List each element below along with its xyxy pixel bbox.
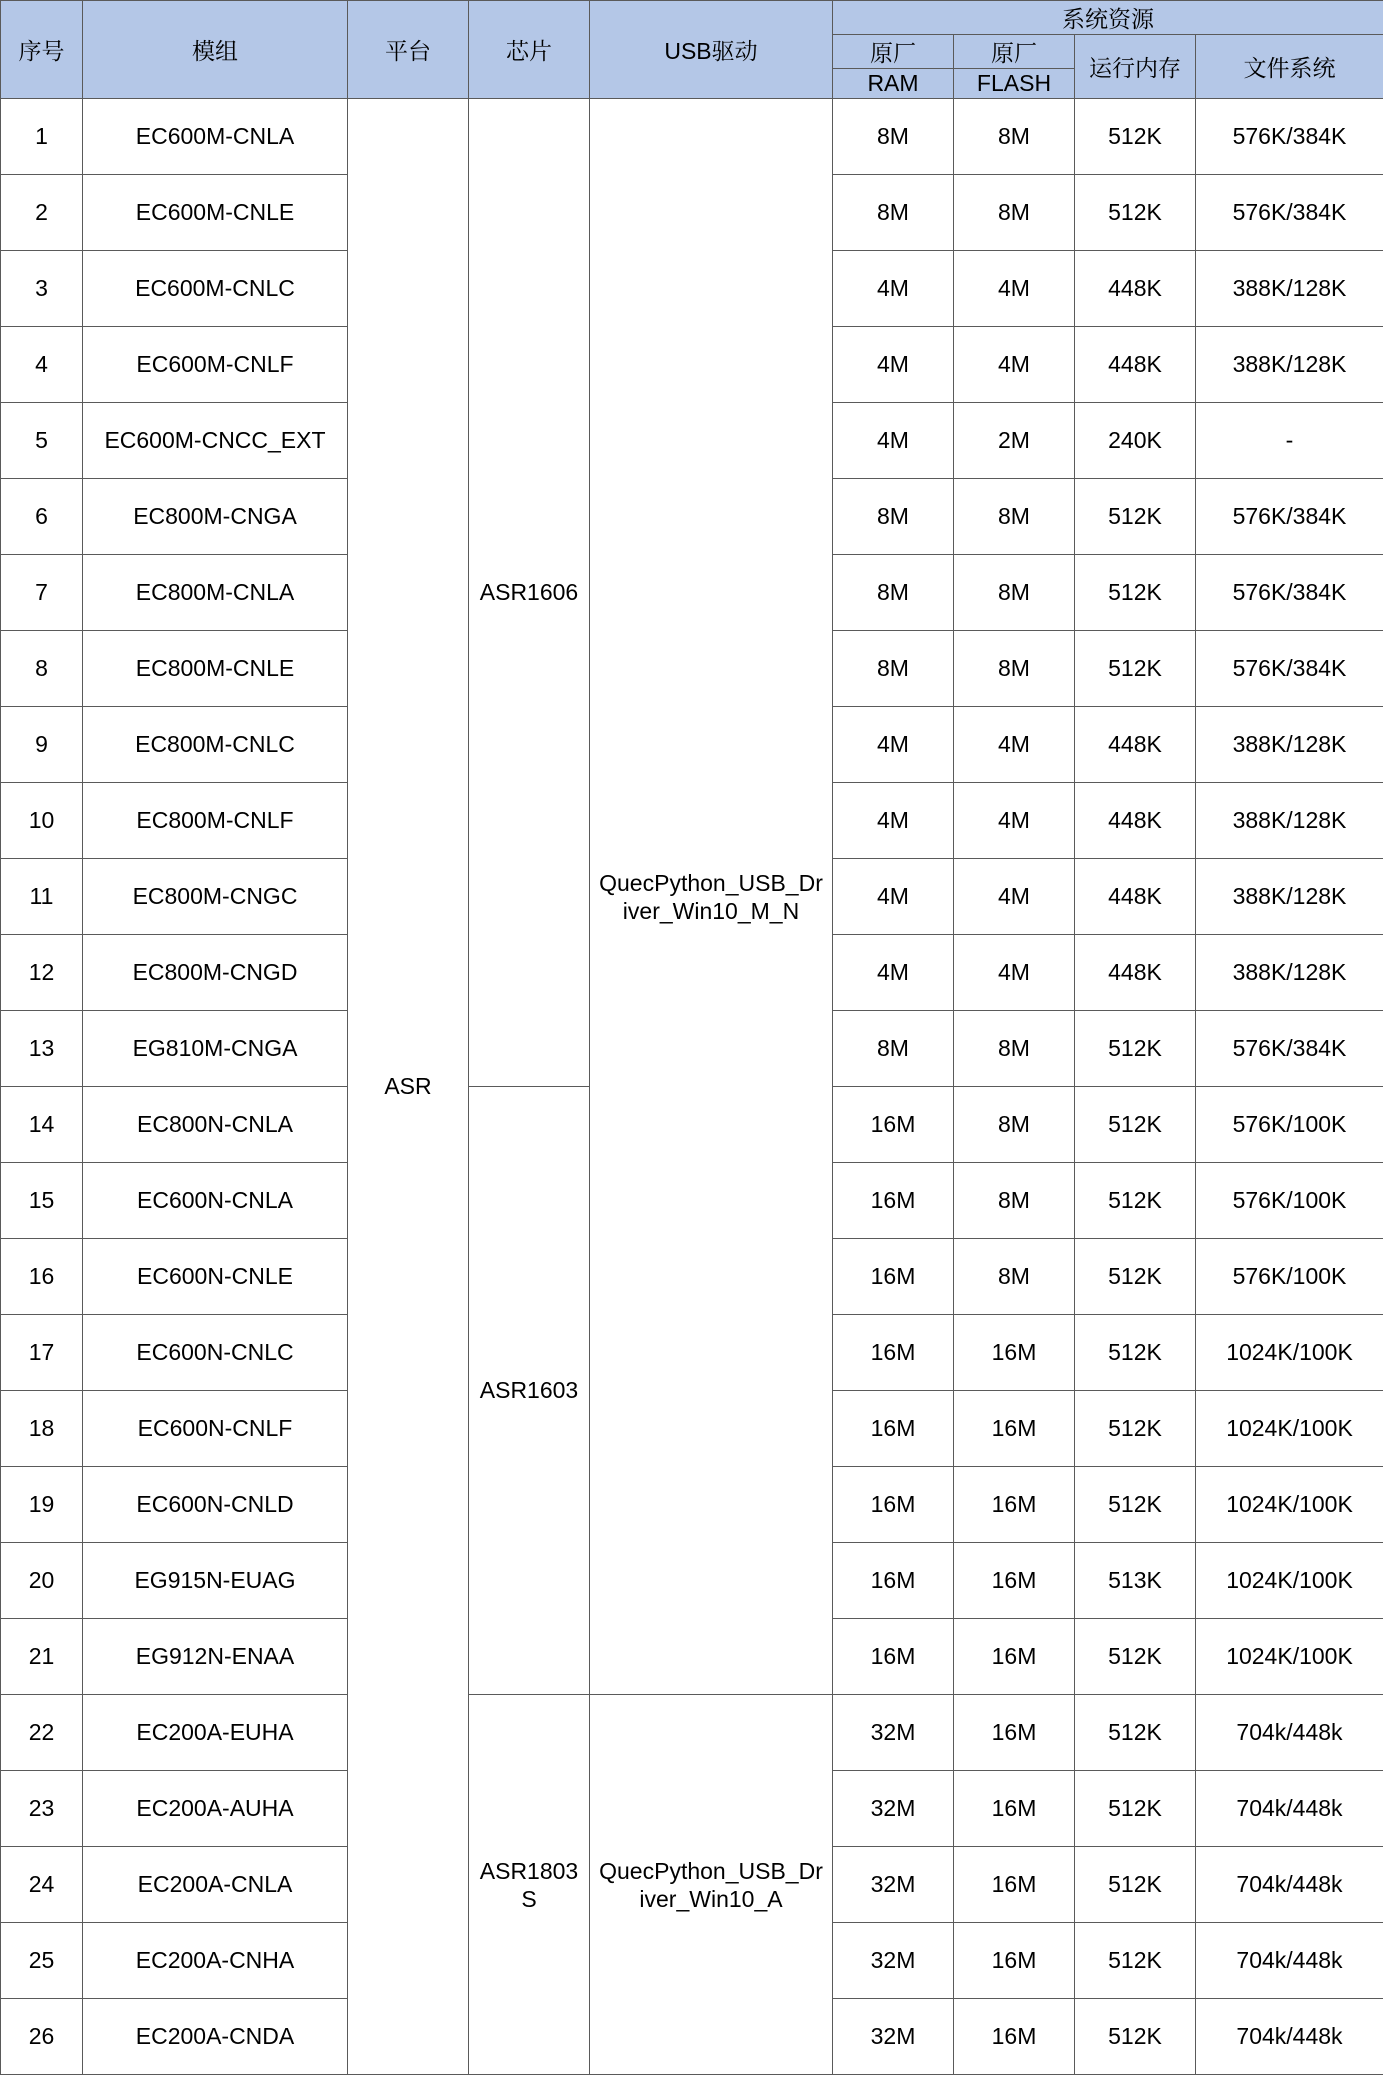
runtime-memory-value: 512K	[1075, 631, 1196, 707]
ram-value: 4M	[833, 783, 954, 859]
header-runtime-memory: 运行内存	[1075, 35, 1196, 99]
ram-value: 8M	[833, 99, 954, 175]
flash-value: 16M	[954, 1771, 1075, 1847]
ram-value: 8M	[833, 631, 954, 707]
module-name: EC600M-CNLC	[83, 251, 348, 327]
runtime-memory-value: 512K	[1075, 99, 1196, 175]
runtime-memory-value: 512K	[1075, 1695, 1196, 1771]
ram-value: 4M	[833, 707, 954, 783]
runtime-memory-value: 512K	[1075, 1923, 1196, 1999]
module-name: EC800M-CNLF	[83, 783, 348, 859]
row-index: 24	[1, 1847, 83, 1923]
runtime-memory-value: 512K	[1075, 1467, 1196, 1543]
file-system-value: 576K/100K	[1196, 1087, 1383, 1163]
flash-value: 16M	[954, 1999, 1075, 2075]
runtime-memory-value: 512K	[1075, 1163, 1196, 1239]
module-name: EC800M-CNLE	[83, 631, 348, 707]
file-system-value: 704k/448k	[1196, 1923, 1383, 1999]
header-ram: RAM	[833, 69, 954, 99]
row-index: 13	[1, 1011, 83, 1087]
flash-value: 16M	[954, 1923, 1075, 1999]
module-name: EC600M-CNLF	[83, 327, 348, 403]
row-index: 18	[1, 1391, 83, 1467]
flash-value: 8M	[954, 479, 1075, 555]
ram-value: 32M	[833, 1695, 954, 1771]
row-index: 1	[1, 99, 83, 175]
runtime-memory-value: 512K	[1075, 555, 1196, 631]
row-index: 5	[1, 403, 83, 479]
chip-label-asr1803s	[469, 1857, 589, 1913]
runtime-memory-value: 512K	[1075, 479, 1196, 555]
module-name: EC200A-CNHA	[83, 1923, 348, 1999]
row-index: 3	[1, 251, 83, 327]
module-name: EC800N-CNLA	[83, 1087, 348, 1163]
chip-cell-asr1803s	[469, 1695, 590, 2075]
module-name: EC600N-CNLF	[83, 1391, 348, 1467]
driver-cell-win10-m-n	[590, 99, 833, 1695]
chip-label-asr1803s-line-1: ASR1803	[471, 1857, 587, 1885]
flash-value: 8M	[954, 555, 1075, 631]
ram-value: 32M	[833, 1923, 954, 1999]
module-name: EC800M-CNLC	[83, 707, 348, 783]
file-system-value: 576K/384K	[1196, 631, 1383, 707]
file-system-value: 576K/384K	[1196, 1011, 1383, 1087]
platform-cell: ASR	[348, 99, 469, 2075]
runtime-memory-value: 513K	[1075, 1543, 1196, 1619]
file-system-value: 1024K/100K	[1196, 1467, 1383, 1543]
flash-value: 8M	[954, 1239, 1075, 1315]
header-flash-vendor: 原厂	[954, 35, 1075, 69]
header-flash: FLASH	[954, 69, 1075, 99]
table-row	[1, 99, 1383, 175]
flash-value: 4M	[954, 935, 1075, 1011]
file-system-value: 576K/384K	[1196, 99, 1383, 175]
row-index: 16	[1, 1239, 83, 1315]
module-name: EG912N-ENAA	[83, 1619, 348, 1695]
runtime-memory-value: 512K	[1075, 1239, 1196, 1315]
ram-value: 16M	[833, 1543, 954, 1619]
file-system-value: 576K/384K	[1196, 175, 1383, 251]
module-name: EG915N-EUAG	[83, 1543, 348, 1619]
module-name: EC200A-AUHA	[83, 1771, 348, 1847]
ram-value: 8M	[833, 175, 954, 251]
row-index: 17	[1, 1315, 83, 1391]
row-index: 6	[1, 479, 83, 555]
row-index: 15	[1, 1163, 83, 1239]
flash-value: 16M	[954, 1391, 1075, 1467]
driver-label-win10-a-line-2: iver_Win10_A	[592, 1885, 830, 1913]
ram-value: 16M	[833, 1087, 954, 1163]
ram-value: 16M	[833, 1163, 954, 1239]
file-system-value: 576K/384K	[1196, 479, 1383, 555]
runtime-memory-value: 512K	[1075, 1315, 1196, 1391]
flash-value: 16M	[954, 1695, 1075, 1771]
flash-value: 4M	[954, 859, 1075, 935]
ram-value: 32M	[833, 1771, 954, 1847]
flash-value: 16M	[954, 1467, 1075, 1543]
file-system-value: 1024K/100K	[1196, 1619, 1383, 1695]
runtime-memory-value: 512K	[1075, 1011, 1196, 1087]
file-system-value: 576K/384K	[1196, 555, 1383, 631]
flash-value: 8M	[954, 99, 1075, 175]
table-header	[1, 1, 1383, 99]
header-file-system: 文件系统	[1196, 35, 1383, 99]
module-name: EC800M-CNGC	[83, 859, 348, 935]
flash-value: 2M	[954, 403, 1075, 479]
row-index: 14	[1, 1087, 83, 1163]
ram-value: 4M	[833, 251, 954, 327]
runtime-memory-value: 448K	[1075, 859, 1196, 935]
ram-value: 4M	[833, 935, 954, 1011]
row-index: 22	[1, 1695, 83, 1771]
ram-value: 4M	[833, 327, 954, 403]
runtime-memory-value: 448K	[1075, 935, 1196, 1011]
file-system-value: 388K/128K	[1196, 859, 1383, 935]
runtime-memory-value: 448K	[1075, 327, 1196, 403]
module-name: EC800M-CNGA	[83, 479, 348, 555]
flash-value: 8M	[954, 1163, 1075, 1239]
ram-value: 8M	[833, 1011, 954, 1087]
runtime-memory-value: 448K	[1075, 251, 1196, 327]
file-system-value: 1024K/100K	[1196, 1391, 1383, 1467]
ram-value: 16M	[833, 1467, 954, 1543]
module-name: EC600N-CNLD	[83, 1467, 348, 1543]
chip-cell-asr1603: ASR1603	[469, 1087, 590, 1695]
module-name: EC600M-CNLA	[83, 99, 348, 175]
driver-label-win10-m-n-line-1: QuecPython_USB_Dr	[592, 869, 830, 897]
module-name: EC600N-CNLC	[83, 1315, 348, 1391]
module-name: EC200A-CNDA	[83, 1999, 348, 2075]
file-system-value: 388K/128K	[1196, 327, 1383, 403]
file-system-value: 1024K/100K	[1196, 1315, 1383, 1391]
chip-cell-asr1606: ASR1606	[469, 99, 590, 1087]
row-index: 12	[1, 935, 83, 1011]
flash-value: 16M	[954, 1315, 1075, 1391]
file-system-value: 388K/128K	[1196, 935, 1383, 1011]
flash-value: 8M	[954, 631, 1075, 707]
flash-value: 4M	[954, 783, 1075, 859]
runtime-memory-value: 240K	[1075, 403, 1196, 479]
ram-value: 16M	[833, 1239, 954, 1315]
driver-cell-win10-a	[590, 1695, 833, 2075]
runtime-memory-value: 512K	[1075, 1391, 1196, 1467]
file-system-value: 704k/448k	[1196, 1695, 1383, 1771]
header-platform: 平台	[348, 1, 469, 99]
header-system-resources: 系统资源	[833, 1, 1383, 35]
ram-value: 8M	[833, 479, 954, 555]
file-system-value: 1024K/100K	[1196, 1543, 1383, 1619]
flash-value: 16M	[954, 1619, 1075, 1695]
row-index: 25	[1, 1923, 83, 1999]
runtime-memory-value: 512K	[1075, 1619, 1196, 1695]
driver-label-win10-a	[590, 1857, 832, 1913]
runtime-memory-value: 512K	[1075, 1087, 1196, 1163]
flash-value: 8M	[954, 1011, 1075, 1087]
file-system-value: 388K/128K	[1196, 707, 1383, 783]
module-name: EC600N-CNLA	[83, 1163, 348, 1239]
flash-value: 4M	[954, 707, 1075, 783]
row-index: 21	[1, 1619, 83, 1695]
row-index: 9	[1, 707, 83, 783]
ram-value: 16M	[833, 1391, 954, 1467]
driver-label-win10-m-n-line-2: iver_Win10_M_N	[592, 897, 830, 925]
file-system-value: 576K/100K	[1196, 1239, 1383, 1315]
header-chip: 芯片	[469, 1, 590, 99]
ram-value: 4M	[833, 859, 954, 935]
module-name: EC600M-CNCC_EXT	[83, 403, 348, 479]
row-index: 19	[1, 1467, 83, 1543]
row-index: 7	[1, 555, 83, 631]
row-index: 10	[1, 783, 83, 859]
table-body	[1, 99, 1383, 2075]
driver-label-win10-a-line-1: QuecPython_USB_Dr	[592, 1857, 830, 1885]
flash-value: 4M	[954, 251, 1075, 327]
file-system-value: 704k/448k	[1196, 1771, 1383, 1847]
flash-value: 4M	[954, 327, 1075, 403]
ram-value: 4M	[833, 403, 954, 479]
module-name: EC600N-CNLE	[83, 1239, 348, 1315]
ram-value: 32M	[833, 1847, 954, 1923]
ram-value: 32M	[833, 1999, 954, 2075]
module-name: EG810M-CNGA	[83, 1011, 348, 1087]
module-name: EC600M-CNLE	[83, 175, 348, 251]
runtime-memory-value: 512K	[1075, 1847, 1196, 1923]
runtime-memory-value: 448K	[1075, 707, 1196, 783]
ram-value: 16M	[833, 1315, 954, 1391]
file-system-value: 704k/448k	[1196, 1847, 1383, 1923]
flash-value: 16M	[954, 1543, 1075, 1619]
file-system-value: 576K/100K	[1196, 1163, 1383, 1239]
row-index: 23	[1, 1771, 83, 1847]
row-index: 2	[1, 175, 83, 251]
driver-label-win10-m-n	[590, 869, 832, 925]
header-ram-vendor: 原厂	[833, 35, 954, 69]
row-index: 4	[1, 327, 83, 403]
chip-label-asr1803s-line-2: S	[471, 1885, 587, 1913]
header-index: 序号	[1, 1, 83, 99]
flash-value: 16M	[954, 1847, 1075, 1923]
module-name: EC800M-CNLA	[83, 555, 348, 631]
runtime-memory-value: 512K	[1075, 1771, 1196, 1847]
file-system-value: 388K/128K	[1196, 783, 1383, 859]
flash-value: 8M	[954, 1087, 1075, 1163]
header-module: 模组	[83, 1, 348, 99]
module-name: EC200A-EUHA	[83, 1695, 348, 1771]
runtime-memory-value: 512K	[1075, 175, 1196, 251]
ram-value: 8M	[833, 555, 954, 631]
file-system-value: 388K/128K	[1196, 251, 1383, 327]
ram-value: 16M	[833, 1619, 954, 1695]
row-index: 8	[1, 631, 83, 707]
module-name: EC200A-CNLA	[83, 1847, 348, 1923]
table-row	[1, 1695, 1383, 1771]
row-index: 20	[1, 1543, 83, 1619]
flash-value: 8M	[954, 175, 1075, 251]
row-index: 11	[1, 859, 83, 935]
runtime-memory-value: 512K	[1075, 1999, 1196, 2075]
row-index: 26	[1, 1999, 83, 2075]
runtime-memory-value: 448K	[1075, 783, 1196, 859]
module-name: EC800M-CNGD	[83, 935, 348, 1011]
file-system-value: -	[1196, 403, 1383, 479]
header-usb-driver: USB驱动	[590, 1, 833, 99]
file-system-value: 704k/448k	[1196, 1999, 1383, 2075]
